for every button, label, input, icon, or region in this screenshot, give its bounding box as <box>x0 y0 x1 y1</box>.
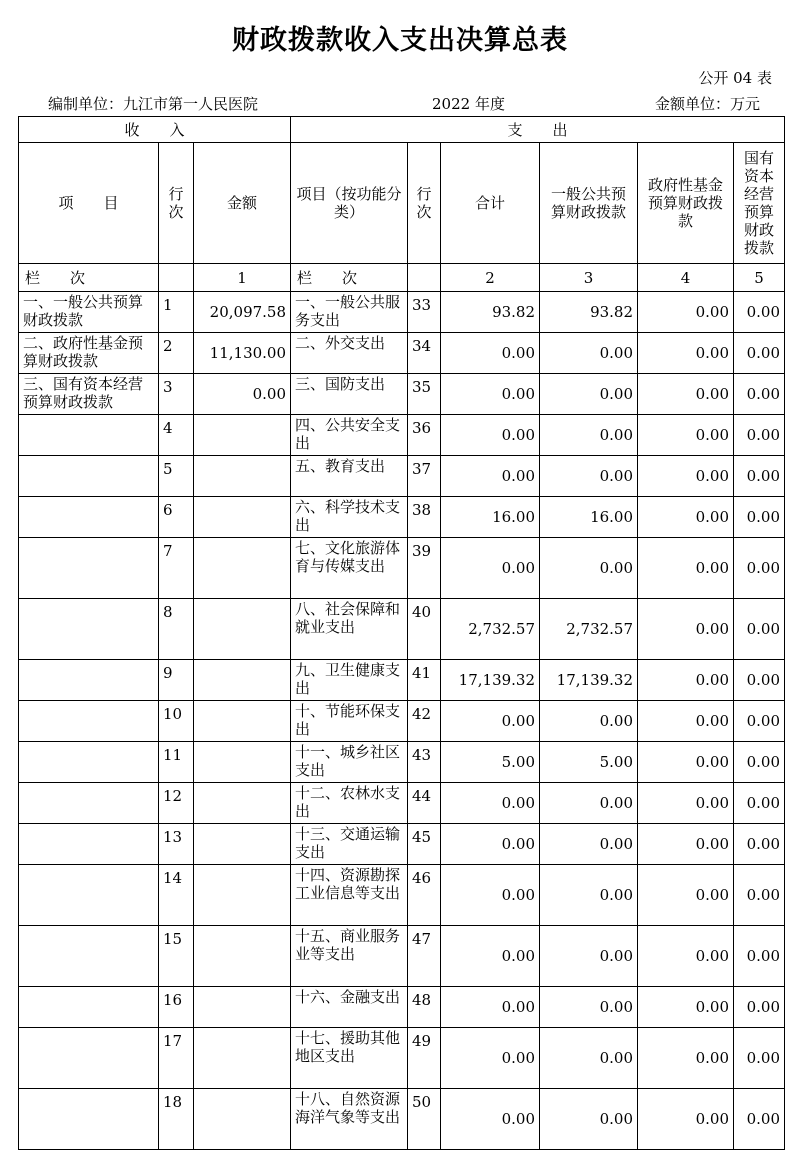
income-item <box>19 987 159 1028</box>
header-row-sections <box>19 117 785 143</box>
income-item <box>19 783 159 824</box>
reporting-unit: 编制单位：九江市第一人民医院 <box>48 95 259 113</box>
expense-item: 十二、农林水支出 <box>291 783 408 824</box>
income-item <box>19 497 159 538</box>
general-budget-header: 一般公共预算财政拨款 <box>540 143 638 264</box>
income-item: 一、一般公共预算财政拨款 <box>19 292 159 333</box>
expense-line-no: 41 <box>408 660 441 701</box>
general-budget-amount: 16.00 <box>540 497 638 538</box>
page-title: 财政拨款收入支出决算总表 <box>232 25 568 56</box>
expense-item: 十一、城乡社区支出 <box>291 742 408 783</box>
income-amount <box>194 701 291 742</box>
gov-fund-amount: 0.00 <box>638 987 734 1028</box>
general-budget-amount: 2,732.57 <box>540 599 638 660</box>
income-amount <box>194 415 291 456</box>
col-number-2: 2 <box>441 264 540 292</box>
income-line-no: 3 <box>159 374 194 415</box>
income-amount <box>194 456 291 497</box>
income-amount <box>194 660 291 701</box>
expense-col-label: 栏 次 <box>291 264 408 292</box>
expense-line-no: 35 <box>408 374 441 415</box>
income-amount <box>194 926 291 987</box>
general-budget-amount: 0.00 <box>540 374 638 415</box>
income-col-label: 栏 次 <box>19 264 159 292</box>
income-amount <box>194 824 291 865</box>
expense-item: 七、文化旅游体育与传媒支出 <box>291 538 408 599</box>
income-amount <box>194 497 291 538</box>
income-amount <box>194 865 291 926</box>
expense-line-no: 48 <box>408 987 441 1028</box>
gov-fund-amount: 0.00 <box>638 292 734 333</box>
total-amount: 0.00 <box>441 456 540 497</box>
income-line-no: 8 <box>159 599 194 660</box>
total-amount: 0.00 <box>441 701 540 742</box>
income-item-header: 项 目 <box>19 143 159 264</box>
expense-item: 四、公共安全支出 <box>291 415 408 456</box>
income-item <box>19 865 159 926</box>
expense-line-no: 47 <box>408 926 441 987</box>
table-row <box>19 824 785 865</box>
gov-fund-header: 政府性基金预算财政拨款 <box>638 143 734 264</box>
income-item <box>19 660 159 701</box>
header-row-column-numbers <box>19 264 785 292</box>
income-line-no: 11 <box>159 742 194 783</box>
gov-fund-amount: 0.00 <box>638 1089 734 1150</box>
income-item <box>19 926 159 987</box>
expense-line-no: 42 <box>408 701 441 742</box>
expense-section-header: 支 出 <box>291 117 785 143</box>
gov-fund-amount: 0.00 <box>638 865 734 926</box>
state-capital-amount: 0.00 <box>734 415 785 456</box>
expense-item: 九、卫生健康支出 <box>291 660 408 701</box>
general-budget-amount: 0.00 <box>540 824 638 865</box>
general-budget-amount: 0.00 <box>540 333 638 374</box>
total-amount: 0.00 <box>441 865 540 926</box>
income-amount <box>194 742 291 783</box>
gov-fund-amount: 0.00 <box>638 599 734 660</box>
table-row <box>19 374 785 415</box>
expense-line-no: 44 <box>408 783 441 824</box>
income-line-no: 4 <box>159 415 194 456</box>
expense-item: 五、教育支出 <box>291 456 408 497</box>
income-item: 三、国有资本经营预算财政拨款 <box>19 374 159 415</box>
income-item <box>19 1028 159 1089</box>
expense-line-no: 38 <box>408 497 441 538</box>
table-row <box>19 292 785 333</box>
table-row <box>19 926 785 987</box>
income-line-no: 15 <box>159 926 194 987</box>
income-line-no: 10 <box>159 701 194 742</box>
general-budget-amount: 0.00 <box>540 987 638 1028</box>
total-amount: 16.00 <box>441 497 540 538</box>
total-amount: 0.00 <box>441 538 540 599</box>
gov-fund-amount: 0.00 <box>638 660 734 701</box>
income-amount: 0.00 <box>194 374 291 415</box>
gov-fund-amount: 0.00 <box>638 1028 734 1089</box>
expense-item: 一、一般公共服务支出 <box>291 292 408 333</box>
gov-fund-amount: 0.00 <box>638 783 734 824</box>
gov-fund-amount: 0.00 <box>638 701 734 742</box>
state-capital-header: 国有资本经营预算财政拨款 <box>734 143 785 264</box>
expense-line-no: 46 <box>408 865 441 926</box>
expense-item: 十六、金融支出 <box>291 987 408 1028</box>
general-budget-amount: 17,139.32 <box>540 660 638 701</box>
general-budget-amount: 0.00 <box>540 456 638 497</box>
income-item <box>19 456 159 497</box>
state-capital-amount: 0.00 <box>734 783 785 824</box>
state-capital-amount: 0.00 <box>734 660 785 701</box>
expense-line-no: 36 <box>408 415 441 456</box>
expense-line-no: 49 <box>408 1028 441 1089</box>
expense-line-no: 40 <box>408 599 441 660</box>
table-row <box>19 415 785 456</box>
col-number-1: 1 <box>194 264 291 292</box>
expense-item: 十三、交通运输支出 <box>291 824 408 865</box>
total-amount: 0.00 <box>441 926 540 987</box>
state-capital-amount: 0.00 <box>734 497 785 538</box>
income-line-no-header: 行次 <box>159 143 194 264</box>
gov-fund-amount: 0.00 <box>638 824 734 865</box>
table-row <box>19 497 785 538</box>
table-row <box>19 333 785 374</box>
state-capital-amount: 0.00 <box>734 1089 785 1150</box>
income-line-no: 17 <box>159 1028 194 1089</box>
gov-fund-amount: 0.00 <box>638 926 734 987</box>
general-budget-amount: 0.00 <box>540 865 638 926</box>
state-capital-amount: 0.00 <box>734 599 785 660</box>
income-line-no: 7 <box>159 538 194 599</box>
table-row <box>19 1089 785 1150</box>
income-amount <box>194 987 291 1028</box>
expense-item: 三、国防支出 <box>291 374 408 415</box>
total-amount: 17,139.32 <box>441 660 540 701</box>
total-header: 合计 <box>441 143 540 264</box>
blank-cell <box>408 264 441 292</box>
general-budget-amount: 0.00 <box>540 701 638 742</box>
table-row <box>19 742 785 783</box>
state-capital-amount: 0.00 <box>734 865 785 926</box>
income-item <box>19 742 159 783</box>
gov-fund-amount: 0.00 <box>638 456 734 497</box>
state-capital-amount: 0.00 <box>734 987 785 1028</box>
general-budget-amount: 0.00 <box>540 783 638 824</box>
general-budget-amount: 0.00 <box>540 538 638 599</box>
general-budget-amount: 0.00 <box>540 926 638 987</box>
expense-line-no: 33 <box>408 292 441 333</box>
total-amount: 0.00 <box>441 374 540 415</box>
income-line-no: 14 <box>159 865 194 926</box>
col-number-3: 3 <box>540 264 638 292</box>
gov-fund-amount: 0.00 <box>638 538 734 599</box>
income-amount <box>194 599 291 660</box>
table-row <box>19 538 785 599</box>
expense-item: 六、科学技术支出 <box>291 497 408 538</box>
income-item <box>19 701 159 742</box>
header-row-columns <box>19 143 785 264</box>
state-capital-amount: 0.00 <box>734 292 785 333</box>
table-row <box>19 599 785 660</box>
expense-item: 二、外交支出 <box>291 333 408 374</box>
state-capital-amount: 0.00 <box>734 701 785 742</box>
total-amount: 2,732.57 <box>441 599 540 660</box>
gov-fund-amount: 0.00 <box>638 415 734 456</box>
state-capital-amount: 0.00 <box>734 374 785 415</box>
fiscal-year: 2022 年度 <box>432 95 505 113</box>
table-row <box>19 783 785 824</box>
state-capital-amount: 0.00 <box>734 824 785 865</box>
total-amount: 0.00 <box>441 1089 540 1150</box>
income-line-no: 9 <box>159 660 194 701</box>
table-row <box>19 456 785 497</box>
income-amount-header: 金额 <box>194 143 291 264</box>
total-amount: 0.00 <box>441 987 540 1028</box>
col-number-4: 4 <box>638 264 734 292</box>
income-amount <box>194 783 291 824</box>
amount-unit: 金额单位：万元 <box>655 95 761 113</box>
state-capital-amount: 0.00 <box>734 1028 785 1089</box>
income-line-no: 2 <box>159 333 194 374</box>
income-line-no: 13 <box>159 824 194 865</box>
table-row <box>19 987 785 1028</box>
gov-fund-amount: 0.00 <box>638 742 734 783</box>
table-row <box>19 660 785 701</box>
total-amount: 5.00 <box>441 742 540 783</box>
total-amount: 93.82 <box>441 292 540 333</box>
expense-line-no: 50 <box>408 1089 441 1150</box>
total-amount: 0.00 <box>441 824 540 865</box>
income-section-header: 收 入 <box>19 117 291 143</box>
income-line-no: 18 <box>159 1089 194 1150</box>
form-code: 公开 04 表 <box>698 69 772 87</box>
table-row <box>19 1028 785 1089</box>
table-row <box>19 701 785 742</box>
general-budget-amount: 93.82 <box>540 292 638 333</box>
income-line-no: 1 <box>159 292 194 333</box>
expense-line-no: 45 <box>408 824 441 865</box>
settlement-table <box>18 116 785 1150</box>
expense-item: 十八、自然资源海洋气象等支出 <box>291 1089 408 1150</box>
income-amount <box>194 1028 291 1089</box>
expense-item: 十四、资源勘探工业信息等支出 <box>291 865 408 926</box>
gov-fund-amount: 0.00 <box>638 497 734 538</box>
state-capital-amount: 0.00 <box>734 742 785 783</box>
expense-line-no: 39 <box>408 538 441 599</box>
state-capital-amount: 0.00 <box>734 926 785 987</box>
expense-item: 十七、援助其他地区支出 <box>291 1028 408 1089</box>
total-amount: 0.00 <box>441 1028 540 1089</box>
expense-item: 十五、商业服务业等支出 <box>291 926 408 987</box>
expense-item-header: 项目（按功能分类） <box>291 143 408 264</box>
expense-item: 十、节能环保支出 <box>291 701 408 742</box>
total-amount: 0.00 <box>441 415 540 456</box>
expense-line-no: 34 <box>408 333 441 374</box>
income-item: 二、政府性基金预算财政拨款 <box>19 333 159 374</box>
state-capital-amount: 0.00 <box>734 538 785 599</box>
state-capital-amount: 0.00 <box>734 456 785 497</box>
expense-line-no: 37 <box>408 456 441 497</box>
general-budget-amount: 0.00 <box>540 415 638 456</box>
income-line-no: 16 <box>159 987 194 1028</box>
table-row <box>19 865 785 926</box>
income-item <box>19 538 159 599</box>
col-number-5: 5 <box>734 264 785 292</box>
income-amount: 11,130.00 <box>194 333 291 374</box>
total-amount: 0.00 <box>441 333 540 374</box>
income-line-no: 6 <box>159 497 194 538</box>
income-item <box>19 1089 159 1150</box>
income-item <box>19 824 159 865</box>
expense-line-no-header: 行次 <box>408 143 441 264</box>
state-capital-amount: 0.00 <box>734 333 785 374</box>
income-item <box>19 599 159 660</box>
income-line-no: 12 <box>159 783 194 824</box>
gov-fund-amount: 0.00 <box>638 333 734 374</box>
general-budget-amount: 5.00 <box>540 742 638 783</box>
income-amount <box>194 1089 291 1150</box>
income-item <box>19 415 159 456</box>
general-budget-amount: 0.00 <box>540 1089 638 1150</box>
general-budget-amount: 0.00 <box>540 1028 638 1089</box>
income-line-no: 5 <box>159 456 194 497</box>
income-amount: 20,097.58 <box>194 292 291 333</box>
expense-item: 八、社会保障和就业支出 <box>291 599 408 660</box>
total-amount: 0.00 <box>441 783 540 824</box>
blank-cell <box>159 264 194 292</box>
gov-fund-amount: 0.00 <box>638 374 734 415</box>
income-amount <box>194 538 291 599</box>
expense-line-no: 43 <box>408 742 441 783</box>
